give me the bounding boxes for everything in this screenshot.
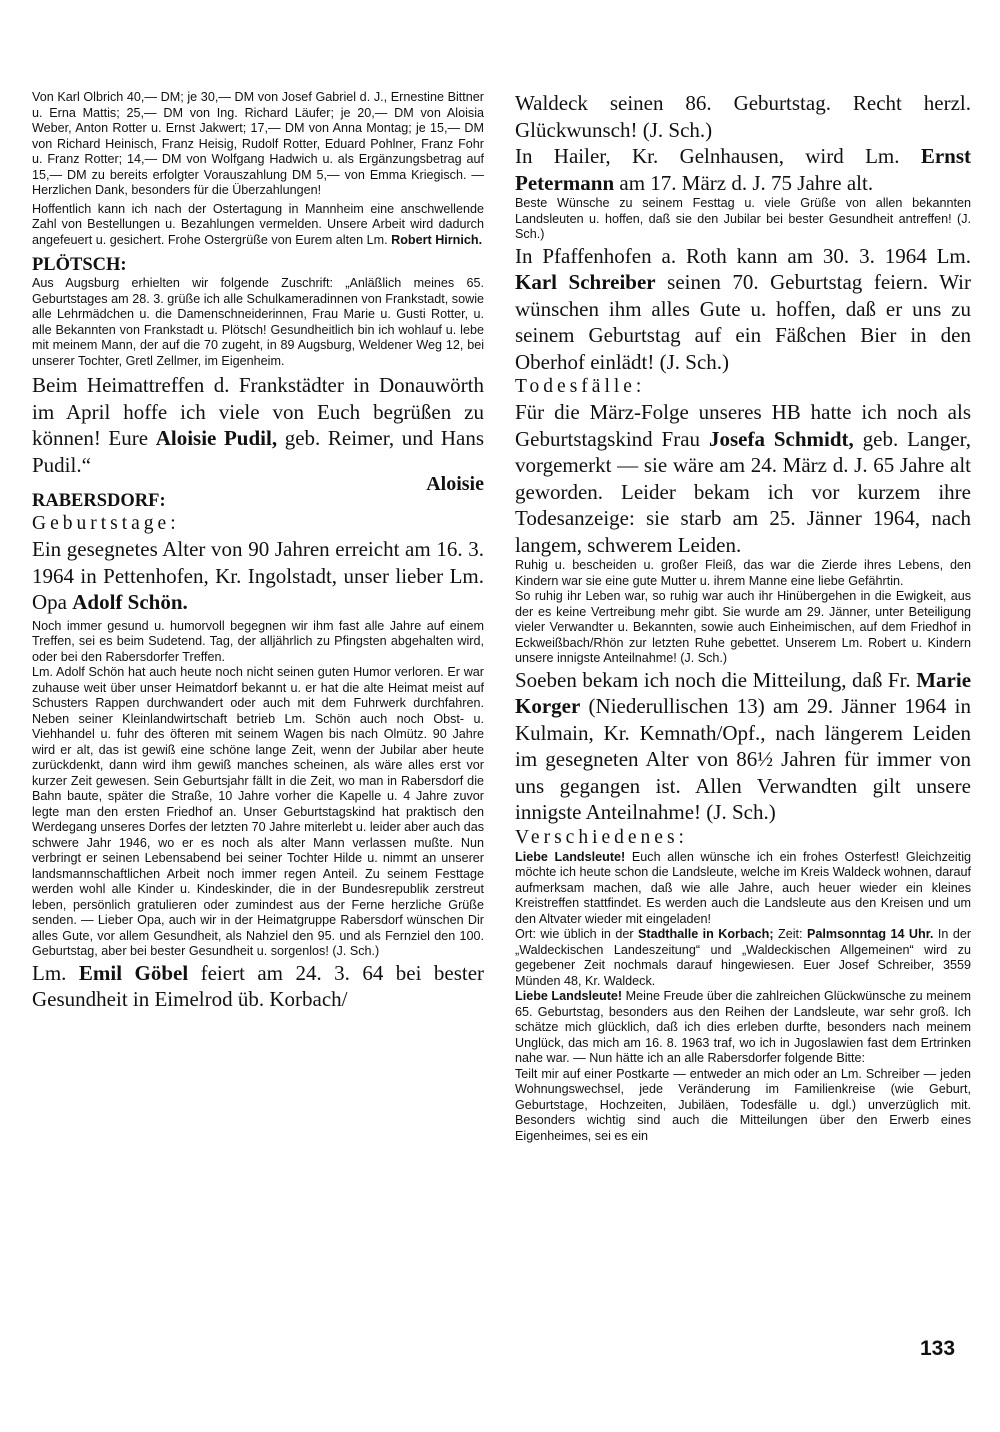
schmidt-text-end: geb. Langer, vorgemerkt — sie wäre am 24. März d. J. 65 Jahre alt geworden. Leider bekam ich vor kurzem ihre Todesanzeige: sie starb am 25. Jänner 1964, nach langem, schwerem Leiden. <box>515 426 972 557</box>
salutation: Liebe Landsleute! <box>515 989 623 1003</box>
donations-paragraph: Von Karl Olbrich 40,— DM; je 30,— DM von Josef Gabriel d. J., Ernestine Bittner u. Erna Mattis; 25,— DM von Ing. Richard Läufer; je 20,— DM von Aloisia Weber, Anton Rotter u. Ernst Jakwert; 17,— DM von Anna Montag; je 15,— DM von Richard Heinisch, Franz Heisig, Rudolf Rotter, Eduard Pohlner, Franz Fohr u. Franz Rotter; 14,— DM von Wolfgang Hadwich u. als Ergänzungsbetrag auf 15,— DM zu bereits erfolgter Vorauszahlung DM 5,— von Emma Kriegisch. — Herzlichen Dank, besonders für die Überzahlungen! <box>32 90 484 197</box>
request-paragraph: Teilt mir auf einer Postkarte — entweder an mich oder an Lm. Schreiber — jeden Wohnungswechsel, jede Veränderung im Familienkreise (wie Geburt, Geburtstage, Hochzeiten, Jubiläen, Todesfälle u. dgl.) unverzüglich mit. Besonders wichtig sind auch die Mitteilungen über den Erwerb eines Eigenheimes, sei es ein <box>515 1066 971 1143</box>
right-column <box>515 90 971 1144</box>
obituary-schmidt-paragraph <box>515 399 971 558</box>
subheading-verschiedenes: Verschiedenes: <box>515 826 688 848</box>
schoen-health-paragraph: Noch immer gesund u. humorvoll begegnen wir ihm fast alle Jahre auf einem Treffen, sei es beim Sudetend. Tag, der alljährlich zu Pfingsten abgehalten wird, oder bei den Rabersdorfer Treffen. <box>32 618 484 664</box>
author-name: Robert Hirnich. <box>391 232 483 247</box>
augsburg-letter-paragraph: Aus Augsburg erhielten wir folgende Zuschrift: „Anläßlich meines 65. Geburtstages am 28. 3. grüße ich alle Schulkameradinnen von Frankstadt, sowie alle Lehrmädchen u. die Damenschneiderinnen, Frau Marie u. Gusti Rotter, u. alle Bekannten von Frankstadt u. Plötsch! Gesundheitlich bin ich wohlauf u. lebe mit meinem Mann, der auf die 70 zugeht, in 89 Augsburg, Weldener Weg 12, bei unserer Tochter, Gretl Zellmer, im Eigenheim. <box>32 276 484 368</box>
easter-invitation-paragraph <box>515 850 971 928</box>
petermann-text: In Hailer, Kr. Gelnhausen, wird Lm. <box>515 144 900 168</box>
meeting-place-label: Ort: wie üblich in der <box>515 927 634 941</box>
easter-greeting-text: Hoffentlich kann ich nach der Ostertagung in Mannheim eine anschwellende Zahl von Bestellungen u. Bezahlungen vermelden. Unsere Arbeit wird dadurch angefeuert u. gesichert. Frohe Ostergrüße von Eurem alten Lm. <box>32 201 484 247</box>
birthday-goebel-paragraph <box>32 960 484 1013</box>
petermann-text-end: am 17. März d. J. 75 Jahre alt. <box>619 170 874 195</box>
left-column <box>32 90 484 1013</box>
birthday-schoen-text: Ein gesegnetes Alter von 90 Jahren erreicht am 16. 3. 1964 in Pettenhofen, Kr. Ingolstadt, unser lieber Lm. Opa <box>32 537 484 614</box>
schmidt-burial-paragraph: So ruhig ihr Leben war, so ruhig war auch ihr Hinübergehen in die Ewigkeit, aus der es keine Vertreibung mehr gibt. Sie wurde am 29. Jänner, unter Beteiligung vieler Verwandter u. Bekannten, sowie auch Einheimischen, auf dem Friedhof in Eckweißbach/Rhön zur letzten Ruhe gebettet. Unserem Lm. Robert u. Kindern unsere innigste Anteilnahme! (J. Sch.) <box>515 589 971 665</box>
schoen-biography-paragraph: Lm. Adolf Schön hat auch heute noch nicht seinen guten Humor verloren. Er war zuhause weit über unser Heimatdorf bekannt u. er hat die alte Heimat meist auf Schusters Rappen durchwandert oder auch mit dem Fuhrwerk durchfahren. Neben seiner Kleinlandwirtschaft betrieb Lm. Schön auch noch Obst- u. Viehhandel u. fuhr des öfteren mit seinem Wagen bis nach Olmütz. 90 Jahre wird er alt, das ist gewiß eine schöne lange Zeit, wenn der Jubilar aber heute zurückdenkt, dann wird ihm gewiß manches scheinen, als wäre alles erst vor kurzer Zeit gewesen. Sein Geburtsjahr fällt in die Zeit, wo man in Rabersdorf die Bahn baute, später die Straße, 10 Jahre vorher die Kapelle u. 4 Jahre zuvor legte man den ersten Friedhof an. Unser Geburtstagskind hat praktisch den Werdegang unseres Dorfes der letzten 70 Jahre miterlebt u. leider aber auch das schwere Jahr 1946, wo er es noch als alter Mann verlassen mußte. Nun verbringt er seinen Lebensabend bei seiner Tochter Hilde u. nimmt an unserer landsmannschaftlichen Arbeit noch immer regen Anteil. Zu seinem Festtage werden wohl alle Kinder u. Kindeskinder, die in der Bundesrepublik zerstreut leben, persönlich gratulieren oder zumindest aus der Ferne herzliche Grüße senden. — Lieber Opa, auch wir in der Heimatgruppe Rabersdorf wünschen Dir alles Gute, vor allem Gesundheit, als Nahziel den 95. und als Fernziel den 100. Geburtstag, aber bei bester Gesundheit u. sorgenlos! (J. Sch.) <box>32 665 484 958</box>
schmidt-tribute-paragraph: Ruhig u. bescheiden u. großer Fleiß, das war die Zierde ihres Lebens, den Kindern war sie eine gute Mutter u. ihrem Manne eine liebe Gefährtin. <box>515 558 971 588</box>
meeting-place: Stadthalle in Korbach; <box>638 927 774 941</box>
section-heading-ploetsch: PLÖTSCH: <box>32 255 127 275</box>
easter-greeting-paragraph <box>32 202 484 249</box>
salutation: Liebe Landsleute! <box>515 849 626 864</box>
thanks-paragraph <box>515 989 971 1067</box>
petermann-wishes-paragraph: Beste Wünsche zu seinem Festtag u. viele Grüße von allen bekannten Landsleuten u. hoffen, daß sie den Jubilar bei bester Gesundheit antreffen! (J. Sch.) <box>515 196 971 241</box>
signature-aloisie: Aloisie <box>426 473 484 495</box>
korger-text-end: (Niederullischen 13) am 29. Jänner 1964 in Kulmain, Kr. Kemnath/Opf., nach längerem Leiden im gesegneten Alter von 86½ Jahren für immer von uns gegangen ist. Allen Verwandten gilt unsere innigste Anteilnahme! (J. Sch.) <box>515 694 971 824</box>
celebrant-name: Karl Schreiber <box>515 270 656 294</box>
donauwoerth-text: Beim Heimattreffen d. Frankstädter in Donauwörth im April hoffe ich viele von Euch begrüßen zu können! Eure <box>32 373 484 450</box>
celebrant-name: Ernst Petermann <box>515 144 972 195</box>
celebrant-name: Adolf Schön. <box>72 590 188 614</box>
deceased-name: Josefa Schmidt, <box>708 426 854 451</box>
obituary-korger-paragraph <box>515 667 971 826</box>
celebrant-name: Emil Göbel <box>78 960 189 985</box>
meeting-details-text: In der „Waldeckischen Landeszeitung“ und „Waldeckischen Allgemeinen“ wird zu gegebener Zeit nochmals darauf hingewiesen. Euer Josef Schreiber, 3559 Münden 48, Kr. Waldeck. <box>515 927 972 988</box>
schreiber-text: In Pfaffenhofen a. Roth kann am 30. 3. 1964 Lm. <box>515 243 971 268</box>
donauwoerth-paragraph <box>32 372 484 478</box>
birthday-continuation-paragraph: Waldeck seinen 86. Geburtstag. Recht herzl. Glückwunsch! (J. Sch.) <box>515 91 971 142</box>
birthday-schoen-paragraph <box>32 536 484 616</box>
schreiber-text-end: seinen 70. Geburtstag feiern. Wir wünschen ihm alles Gute u. hoffen, daß er uns zu seinem Geburtstag auf ein Fäßchen Bier in den Oberhof einlädt! (J. Sch.) <box>515 270 971 374</box>
page-number: 133 <box>920 1337 956 1360</box>
meeting-time: Palmsonntag 14 Uhr. <box>806 927 934 941</box>
korger-text: Soeben bekam ich noch die Mitteilung, daß Fr. <box>515 667 911 692</box>
birthday-petermann-paragraph <box>515 143 971 196</box>
signature-name: Aloisie Pudil, <box>155 426 278 450</box>
birthday-schreiber-paragraph <box>515 243 971 376</box>
meeting-details-paragraph <box>515 927 971 989</box>
goebel-prefix: Lm. <box>32 960 67 985</box>
goebel-text: feiert am 24. 3. 64 bei bester Gesundheit in Eimelrod üb. Korbach/ <box>32 960 485 1011</box>
subheading-todesfaelle: Todesfälle: <box>515 376 646 397</box>
meeting-time-label: Zeit: <box>778 927 803 941</box>
subheading-geburtstage: Geburtstage: <box>32 513 180 534</box>
schmidt-text: Für die März-Folge unseres HB hatte ich noch als Geburtstagskind Frau <box>515 400 971 451</box>
donauwoerth-text-end: geb. Reimer, und Hans Pudil.“ <box>32 426 485 477</box>
deceased-name: Marie Korger <box>515 667 972 718</box>
thanks-text: Meine Freude über die zahlreichen Glückwünsche zu meinem 65. Geburtstag, besonders aus den Reihen der Landsleute, war sehr groß. Ich schätze mich glücklich, daß ich dies erleben durfte, besonders nach meinem Unglück, das mich am 16. 8. 1963 traf, wo ich in Jugoslawien fast dem Ertrinken nahe war. — Nun hätte ich an alle Rabersdorfer folgende Bitte: <box>515 989 972 1065</box>
section-heading-rabersdorf: RABERSDORF: <box>32 491 166 511</box>
invitation-text: Euch allen wünsche ich ein frohes Osterfest! Gleichzeitig möchte ich heute schon die Landsleute, welche im Kreis Waldeck wohnen, darauf aufmerksam machen, daß wie alle Jahre, auch heuer wieder ein kleines Kreistreffen stattfindet. Es werden auch die Landsleute aus den Kreisen und um den Altvater wieder mit eingeladen! <box>515 849 971 926</box>
